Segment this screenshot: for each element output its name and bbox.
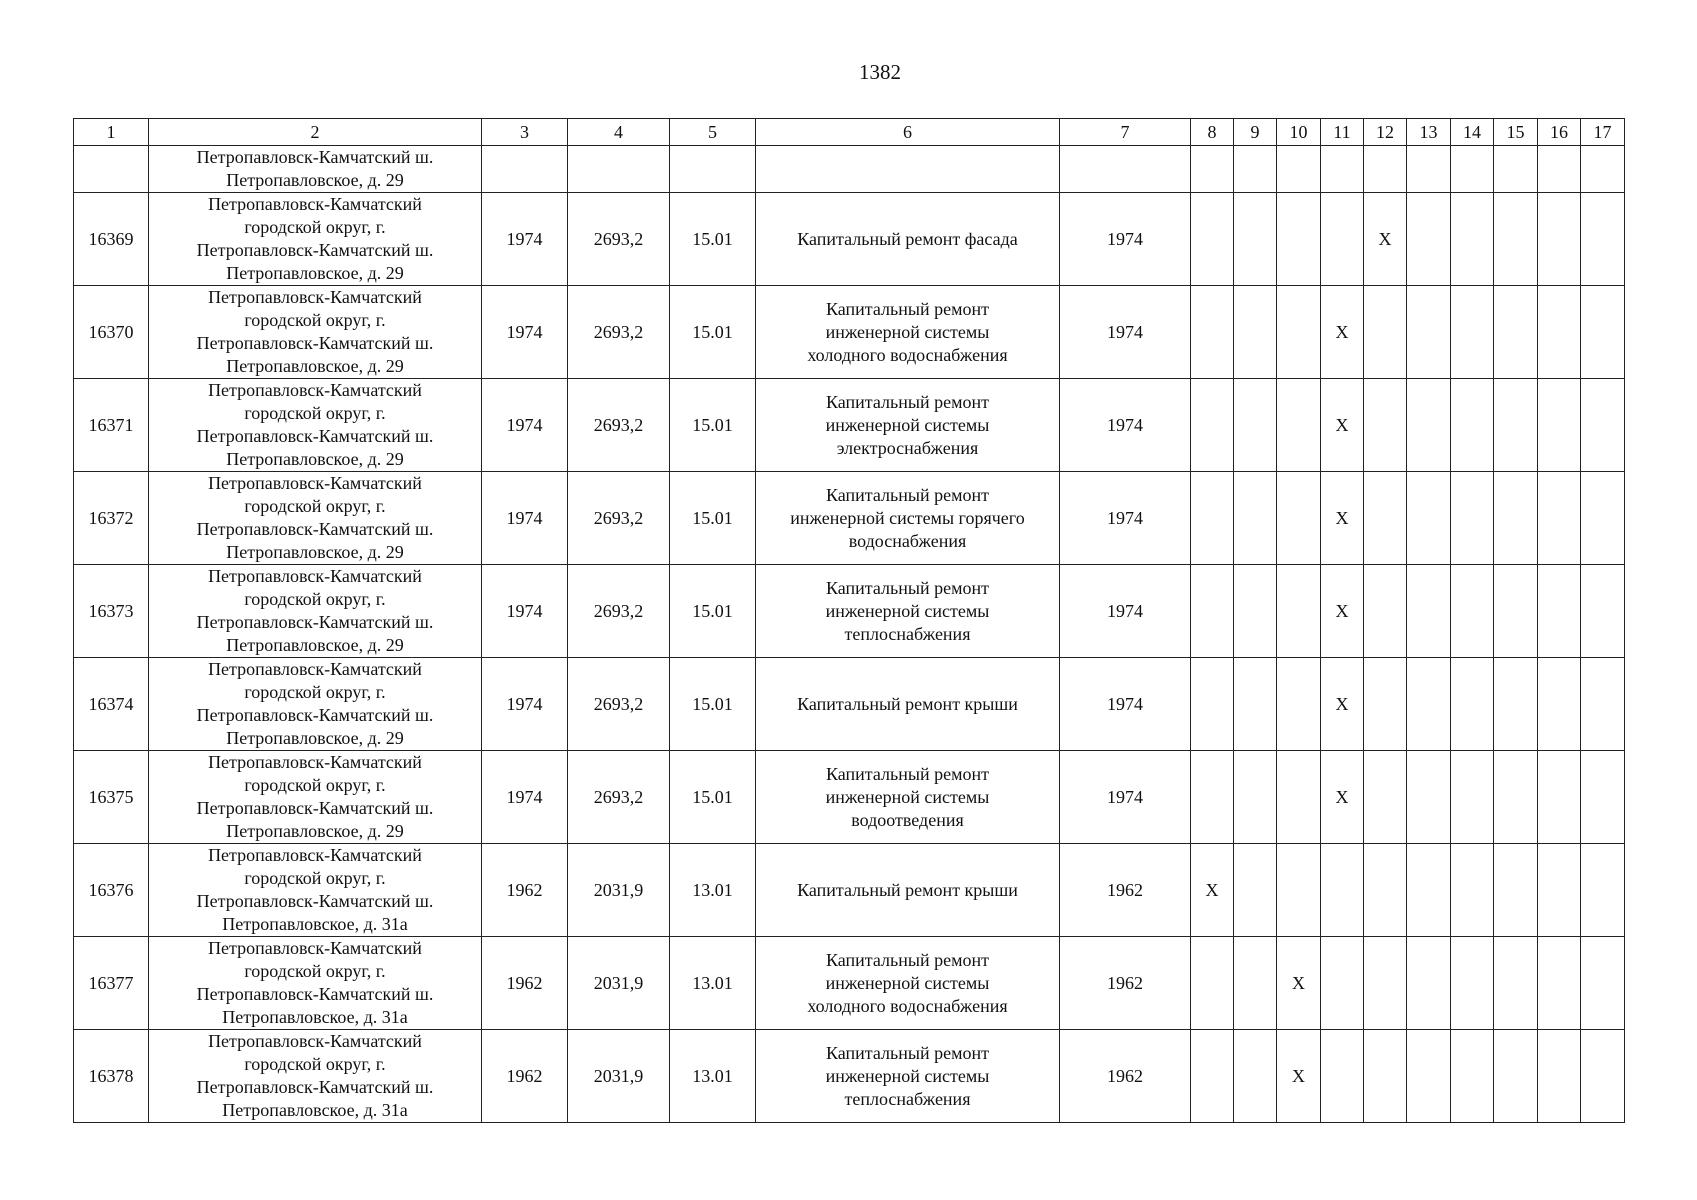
header-cell: 11 (1321, 119, 1364, 146)
code-cell: 15.01 (670, 565, 756, 658)
mark-cell (1191, 751, 1234, 844)
address-cell (149, 937, 482, 1030)
mark-cell (1451, 472, 1494, 565)
mark-cell (1234, 565, 1277, 658)
row-id-cell: 16377 (74, 937, 149, 1030)
mark-cell (1407, 1030, 1451, 1123)
area-cell: 2031,9 (568, 1030, 670, 1123)
mark-cell (1234, 146, 1277, 193)
table-row (74, 751, 1625, 844)
mark-cell (1277, 751, 1321, 844)
address-cell (149, 193, 482, 286)
work-text: Капитальный ремонт инженерной системы водоотведения (825, 763, 990, 830)
mark-cell (1581, 379, 1625, 472)
mark-cell (1321, 937, 1364, 1030)
work-text: Капитальный ремонт инженерной системы теплоснабжения (825, 1042, 990, 1109)
table-row (74, 844, 1625, 937)
header-cell: 1 (74, 119, 149, 146)
mark-cell: X (1191, 844, 1234, 937)
address-cell (149, 565, 482, 658)
header-cell: 6 (756, 119, 1060, 146)
address-text: Петропавловск-Камчатский городской округ, г. Петропавловск-Камчатский ш. Петропавловское, д. 29 (196, 566, 434, 655)
mark-cell: X (1321, 379, 1364, 472)
area-cell: 2693,2 (568, 658, 670, 751)
row-id-cell: 16375 (74, 751, 149, 844)
mark-cell (1494, 286, 1538, 379)
mark-cell: X (1277, 1030, 1321, 1123)
mark-cell (1494, 937, 1538, 1030)
work-text: Капитальный ремонт инженерной системы электроснабжения (825, 391, 990, 458)
mark-cell (1191, 1030, 1234, 1123)
mark-cell (1407, 146, 1451, 193)
mark-cell (1451, 146, 1494, 193)
work-cell (756, 146, 1060, 193)
mark-cell (1581, 286, 1625, 379)
mark-cell (1494, 472, 1538, 565)
mark-cell (1494, 1030, 1538, 1123)
mark-cell (1364, 751, 1407, 844)
mark-cell (1191, 379, 1234, 472)
mark-cell (1581, 565, 1625, 658)
table-row (74, 286, 1625, 379)
address-text: Петропавловск-Камчатский городской округ, г. Петропавловск-Камчатский ш. Петропавловское, д. 29 (196, 752, 434, 841)
mark-cell (1234, 286, 1277, 379)
mark-cell (1234, 751, 1277, 844)
mark-cell (1581, 658, 1625, 751)
mark-cell (1538, 286, 1581, 379)
header-cell: 4 (568, 119, 670, 146)
mark-cell: X (1364, 193, 1407, 286)
mark-cell (1494, 844, 1538, 937)
work-cell (756, 379, 1060, 472)
row-id-cell (74, 146, 149, 193)
mark-cell (1494, 379, 1538, 472)
header-cell: 7 (1060, 119, 1191, 146)
table-body (74, 119, 1625, 1123)
header-cell: 3 (482, 119, 568, 146)
mark-cell (1191, 286, 1234, 379)
mark-cell: X (1321, 472, 1364, 565)
mark-cell (1277, 565, 1321, 658)
year-built-cell: 1974 (482, 751, 568, 844)
address-text: Петропавловск-Камчатский городской округ, г. Петропавловск-Камчатский ш. Петропавловское, д. 31а (196, 938, 434, 1027)
row-id-cell: 16373 (74, 565, 149, 658)
work-text: Капитальный ремонт инженерной системы горячего водоснабжения (790, 484, 1025, 551)
mark-cell (1581, 937, 1625, 1030)
area-cell: 2693,2 (568, 286, 670, 379)
mark-cell (1234, 379, 1277, 472)
mark-cell (1234, 844, 1277, 937)
table-row (74, 472, 1625, 565)
area-cell: 2693,2 (568, 472, 670, 565)
mark-cell (1581, 146, 1625, 193)
mark-cell (1407, 193, 1451, 286)
year-cell: 1962 (1060, 844, 1191, 937)
year-built-cell: 1962 (482, 937, 568, 1030)
year-cell: 1974 (1060, 379, 1191, 472)
year-cell: 1974 (1060, 658, 1191, 751)
mark-cell (1538, 193, 1581, 286)
work-cell (756, 565, 1060, 658)
mark-cell (1277, 146, 1321, 193)
code-cell: 15.01 (670, 472, 756, 565)
area-cell: 2031,9 (568, 937, 670, 1030)
mark-cell (1364, 379, 1407, 472)
address-text: Петропавловск-Камчатский городской округ, г. Петропавловск-Камчатский ш. Петропавловское, д. 29 (196, 380, 434, 469)
row-id-cell: 16370 (74, 286, 149, 379)
year-built-cell: 1974 (482, 472, 568, 565)
year-cell: 1974 (1060, 193, 1191, 286)
mark-cell (1191, 565, 1234, 658)
mark-cell (1494, 658, 1538, 751)
year-cell (1060, 146, 1191, 193)
mark-cell (1538, 379, 1581, 472)
mark-cell (1234, 937, 1277, 1030)
row-id-cell: 16378 (74, 1030, 149, 1123)
code-cell: 15.01 (670, 286, 756, 379)
year-built-cell: 1962 (482, 1030, 568, 1123)
year-built-cell: 1974 (482, 193, 568, 286)
row-id-cell: 16376 (74, 844, 149, 937)
mark-cell (1277, 379, 1321, 472)
mark-cell (1451, 844, 1494, 937)
mark-cell (1581, 472, 1625, 565)
mark-cell (1538, 1030, 1581, 1123)
mark-cell (1407, 937, 1451, 1030)
mark-cell (1538, 565, 1581, 658)
header-row (74, 119, 1625, 146)
area-cell: 2693,2 (568, 193, 670, 286)
mark-cell (1538, 146, 1581, 193)
mark-cell (1407, 565, 1451, 658)
mark-cell (1364, 658, 1407, 751)
mark-cell (1451, 286, 1494, 379)
header-cell: 14 (1451, 119, 1494, 146)
year-built-cell: 1974 (482, 286, 568, 379)
mark-cell (1407, 844, 1451, 937)
table-row (74, 1030, 1625, 1123)
work-cell (756, 658, 1060, 751)
mark-cell (1451, 565, 1494, 658)
table-row (74, 937, 1625, 1030)
year-cell: 1974 (1060, 565, 1191, 658)
mark-cell (1234, 472, 1277, 565)
mark-cell (1581, 193, 1625, 286)
registry-table (73, 118, 1625, 1123)
header-cell: 9 (1234, 119, 1277, 146)
mark-cell (1321, 193, 1364, 286)
address-text: Петропавловск-Камчатский городской округ, г. Петропавловск-Камчатский ш. Петропавловское, д. 31а (196, 845, 434, 934)
table-row (74, 193, 1625, 286)
work-cell (756, 751, 1060, 844)
mark-cell (1407, 658, 1451, 751)
code-cell: 15.01 (670, 379, 756, 472)
mark-cell: X (1277, 937, 1321, 1030)
mark-cell: X (1321, 658, 1364, 751)
row-id-cell: 16371 (74, 379, 149, 472)
work-text: Капитальный ремонт крыши (797, 879, 1018, 900)
year-built-cell: 1962 (482, 844, 568, 937)
address-text: Петропавловск-Камчатский городской округ, г. Петропавловск-Камчатский ш. Петропавловское, д. 29 (196, 473, 434, 562)
page-number: 1382 (859, 60, 901, 84)
mark-cell (1364, 1030, 1407, 1123)
header-cell: 10 (1277, 119, 1321, 146)
year-built-cell: 1974 (482, 658, 568, 751)
address-cell (149, 751, 482, 844)
year-cell: 1962 (1060, 937, 1191, 1030)
work-cell (756, 937, 1060, 1030)
address-text: Петропавловск-Камчатский ш. Петропавловское, д. 29 (196, 147, 434, 190)
table-row (74, 658, 1625, 751)
mark-cell (1538, 472, 1581, 565)
mark-cell (1234, 1030, 1277, 1123)
mark-cell (1277, 844, 1321, 937)
code-cell: 13.01 (670, 1030, 756, 1123)
mark-cell (1191, 472, 1234, 565)
mark-cell (1407, 379, 1451, 472)
row-id-cell: 16369 (74, 193, 149, 286)
mark-cell (1538, 751, 1581, 844)
table-row (74, 565, 1625, 658)
work-cell (756, 1030, 1060, 1123)
header-cell: 5 (670, 119, 756, 146)
work-text: Капитальный ремонт инженерной системы холодного водоснабжения (807, 949, 1008, 1016)
row-id-cell: 16374 (74, 658, 149, 751)
mark-cell (1191, 658, 1234, 751)
code-cell: 15.01 (670, 658, 756, 751)
year-built-cell: 1974 (482, 565, 568, 658)
mark-cell (1364, 146, 1407, 193)
address-text: Петропавловск-Камчатский городской округ, г. Петропавловск-Камчатский ш. Петропавловское, д. 31а (196, 1031, 434, 1120)
year-cell: 1974 (1060, 751, 1191, 844)
year-cell: 1962 (1060, 1030, 1191, 1123)
year-cell: 1974 (1060, 472, 1191, 565)
mark-cell (1581, 1030, 1625, 1123)
mark-cell (1364, 472, 1407, 565)
work-text: Капитальный ремонт инженерной системы теплоснабжения (825, 577, 990, 644)
work-cell (756, 472, 1060, 565)
mark-cell (1581, 751, 1625, 844)
address-cell (149, 379, 482, 472)
mark-cell (1451, 1030, 1494, 1123)
mark-cell (1277, 286, 1321, 379)
header-cell: 12 (1364, 119, 1407, 146)
table-row (74, 379, 1625, 472)
address-text: Петропавловск-Камчатский городской округ, г. Петропавловск-Камчатский ш. Петропавловское, д. 29 (196, 194, 434, 283)
address-cell (149, 844, 482, 937)
address-cell (149, 1030, 482, 1123)
code-cell: 15.01 (670, 193, 756, 286)
work-text: Капитальный ремонт крыши (797, 693, 1018, 714)
header-cell: 13 (1407, 119, 1451, 146)
year-built-cell (482, 146, 568, 193)
row-id-cell: 16372 (74, 472, 149, 565)
address-text: Петропавловск-Камчатский городской округ, г. Петропавловск-Камчатский ш. Петропавловское, д. 29 (196, 287, 434, 376)
work-cell (756, 193, 1060, 286)
mark-cell (1364, 286, 1407, 379)
code-cell: 13.01 (670, 937, 756, 1030)
year-cell: 1974 (1060, 286, 1191, 379)
header-cell: 16 (1538, 119, 1581, 146)
mark-cell: X (1321, 565, 1364, 658)
mark-cell (1277, 472, 1321, 565)
header-cell: 17 (1581, 119, 1625, 146)
mark-cell (1538, 844, 1581, 937)
mark-cell (1407, 472, 1451, 565)
area-cell: 2693,2 (568, 565, 670, 658)
mark-cell (1364, 844, 1407, 937)
mark-cell (1364, 937, 1407, 1030)
mark-cell (1191, 937, 1234, 1030)
mark-cell (1277, 658, 1321, 751)
mark-cell (1494, 193, 1538, 286)
mark-cell (1321, 146, 1364, 193)
year-built-cell: 1974 (482, 379, 568, 472)
mark-cell (1494, 751, 1538, 844)
address-cell (149, 658, 482, 751)
area-cell: 2693,2 (568, 379, 670, 472)
mark-cell: X (1321, 751, 1364, 844)
mark-cell (1321, 1030, 1364, 1123)
code-cell (670, 146, 756, 193)
address-cell (149, 472, 482, 565)
mark-cell (1364, 565, 1407, 658)
mark-cell (1191, 146, 1234, 193)
mark-cell (1234, 658, 1277, 751)
header-cell: 15 (1494, 119, 1538, 146)
mark-cell (1451, 193, 1494, 286)
mark-cell (1407, 286, 1451, 379)
work-cell (756, 286, 1060, 379)
mark-cell (1538, 937, 1581, 1030)
mark-cell (1234, 193, 1277, 286)
mark-cell (1321, 844, 1364, 937)
mark-cell (1494, 565, 1538, 658)
mark-cell (1191, 193, 1234, 286)
mark-cell (1451, 658, 1494, 751)
continuation-row (74, 146, 1625, 193)
header-cell: 2 (149, 119, 482, 146)
code-cell: 15.01 (670, 751, 756, 844)
header-cell: 8 (1191, 119, 1234, 146)
mark-cell (1407, 751, 1451, 844)
area-cell: 2031,9 (568, 844, 670, 937)
work-text: Капитальный ремонт инженерной системы холодного водоснабжения (807, 298, 1008, 365)
mark-cell (1451, 379, 1494, 472)
area-cell (568, 146, 670, 193)
address-cell (149, 146, 482, 193)
address-cell (149, 286, 482, 379)
address-text: Петропавловск-Камчатский городской округ, г. Петропавловск-Камчатский ш. Петропавловское, д. 29 (196, 659, 434, 748)
mark-cell (1538, 658, 1581, 751)
mark-cell (1277, 193, 1321, 286)
mark-cell (1451, 937, 1494, 1030)
mark-cell (1494, 146, 1538, 193)
work-cell (756, 844, 1060, 937)
code-cell: 13.01 (670, 844, 756, 937)
mark-cell (1451, 751, 1494, 844)
mark-cell: X (1321, 286, 1364, 379)
area-cell: 2693,2 (568, 751, 670, 844)
mark-cell (1581, 844, 1625, 937)
work-text: Капитальный ремонт фасада (797, 228, 1018, 249)
